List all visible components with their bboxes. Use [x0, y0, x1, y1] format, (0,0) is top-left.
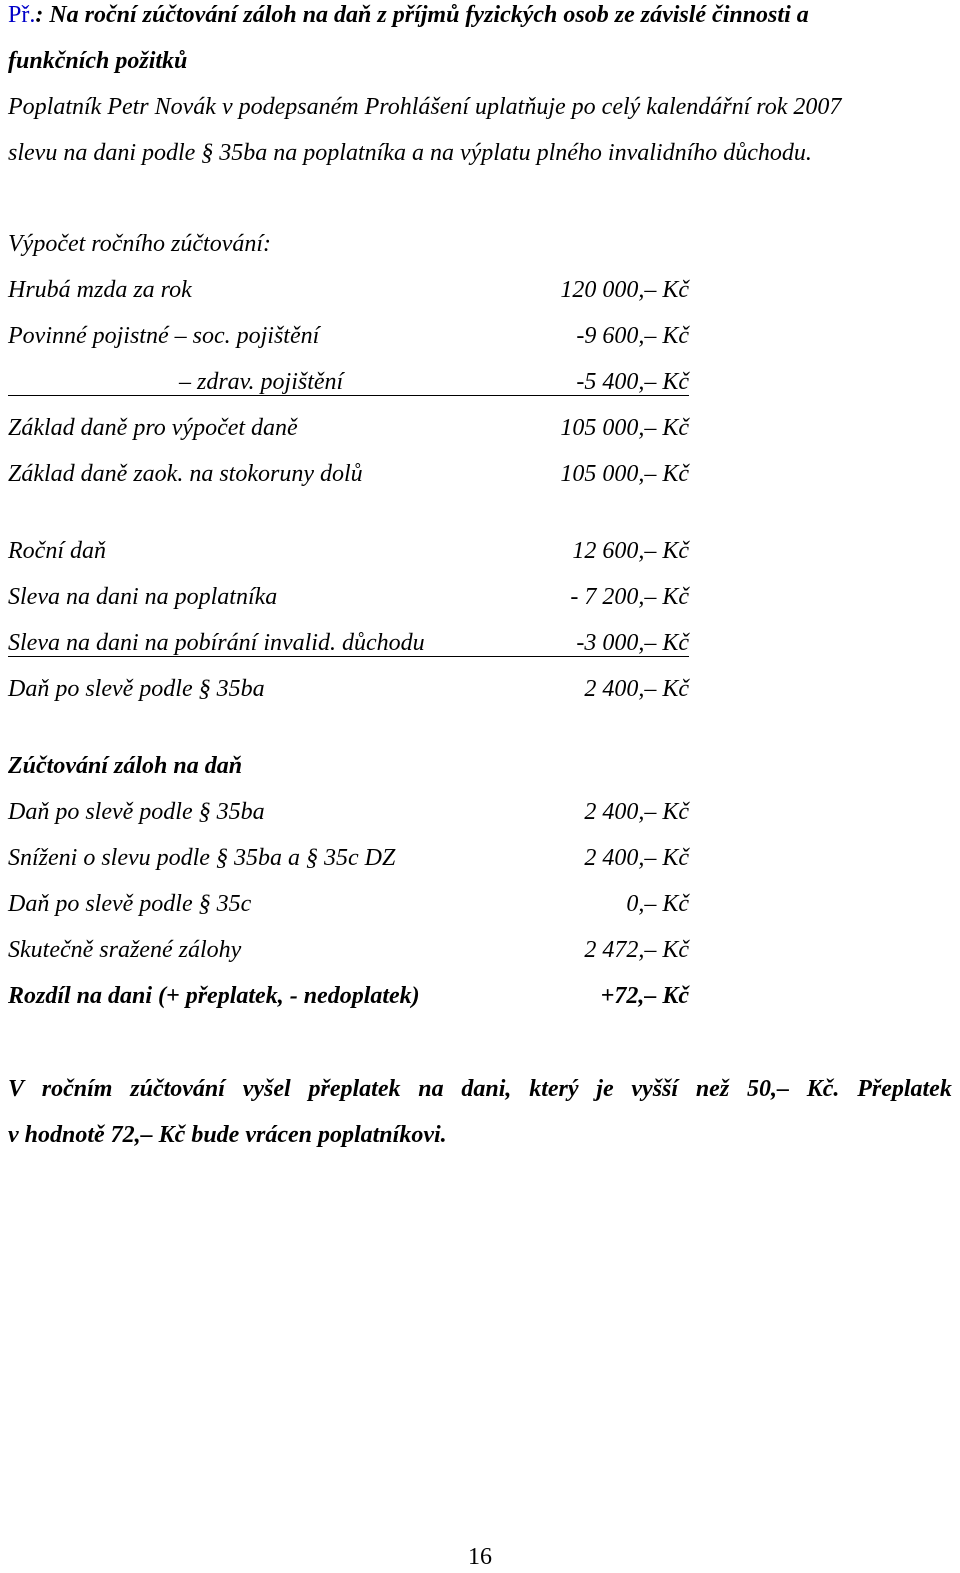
example-title-line-1	[8, 1, 809, 29]
calc-row-tax-base	[8, 414, 689, 444]
row-value: 105 000,– Kč	[560, 461, 689, 487]
settle-row-tax-difference	[8, 982, 689, 1012]
calc-row-gross-wage	[8, 276, 689, 306]
row-value: 105 000,– Kč	[560, 415, 689, 441]
conclusion-word: V	[8, 1076, 25, 1102]
calc-row-disability-credit	[8, 629, 689, 657]
row-value: 2 400,– Kč	[584, 799, 689, 825]
example-title-text: : Na roční zúčtování záloh na daň z příjmů fyzických osob ze závislé činnosti a	[35, 2, 809, 28]
calc-row-rounded-tax-base	[8, 460, 689, 490]
intro-line-2: slevu na dani podle § 35ba na poplatníka a na výplatu plného invalidního důchodu.	[8, 140, 812, 166]
calc-row-annual-tax	[8, 537, 689, 567]
calc-row-tax-after-credit	[8, 675, 689, 705]
row-value: - 7 200,– Kč	[570, 584, 689, 610]
row-label: Daň po slevě podle § 35c	[8, 891, 252, 917]
row-label: Sníženi o slevu podle § 35ba a § 35c DZ	[8, 845, 396, 871]
row-value: 2 472,– Kč	[584, 937, 689, 963]
calc-row-taxpayer-credit	[8, 583, 689, 613]
row-value: -3 000,– Kč	[576, 630, 689, 656]
conclusion-word: ročním	[41, 1076, 113, 1102]
example-title-line-2: funkčních požitků	[8, 48, 188, 74]
row-label: Sleva na dani na poplatníka	[8, 584, 278, 610]
conclusion-word: Přeplatek	[857, 1076, 952, 1102]
conclusion-word: přeplatek	[308, 1076, 401, 1102]
conclusion-word: na	[418, 1076, 444, 1102]
row-label: Rozdíl na dani (+ přeplatek, - nedoplatek)	[8, 983, 420, 1009]
row-label: Roční daň	[8, 538, 106, 564]
settle-row-tax-after-35c	[8, 890, 689, 920]
row-value: 12 600,– Kč	[572, 538, 689, 564]
conclusion-word: 50,–	[746, 1076, 789, 1102]
row-value: -9 600,– Kč	[576, 323, 689, 349]
row-label: Povinné pojistné – soc. pojištění	[8, 323, 320, 349]
row-value: +72,– Kč	[600, 983, 689, 1009]
row-value: -5 400,– Kč	[576, 369, 689, 395]
row-label: Daň po slevě podle § 35ba	[8, 676, 265, 702]
row-label: – zdrav. pojištění	[179, 369, 344, 395]
conclusion-line-1	[8, 1075, 952, 1103]
intro-line-1: Poplatník Petr Novák v podepsaném Prohlášení uplatňuje po celý kalendářní rok 2007	[8, 94, 842, 120]
conclusion-line-1-words	[8, 1075, 952, 1103]
settle-row-tax-after-35ba	[8, 798, 689, 828]
settlement-heading: Zúčtování záloh na daň	[8, 753, 243, 779]
row-label: Sleva na dani na pobírání invalid. důchodu	[8, 630, 425, 656]
conclusion-word: než	[695, 1076, 730, 1102]
row-value: 2 400,– Kč	[584, 845, 689, 871]
settle-row-withheld-advances	[8, 936, 689, 966]
conclusion-word: je	[596, 1076, 614, 1102]
conclusion-word: který	[529, 1076, 579, 1102]
row-value: 0,– Kč	[626, 891, 689, 917]
conclusion-word: vyšší	[631, 1076, 679, 1102]
row-value: 120 000,– Kč	[560, 277, 689, 303]
row-value: 2 400,– Kč	[584, 676, 689, 702]
conclusion-line-2: v hodnotě 72,– Kč bude vrácen poplatníkovi.	[8, 1122, 447, 1148]
example-prefix: Př.	[8, 2, 36, 28]
conclusion-word: dani,	[461, 1076, 512, 1102]
calculation-heading: Výpočet ročního zúčtování:	[8, 231, 272, 257]
row-label: Základ daně pro výpočet daně	[8, 415, 298, 441]
calc-row-social-insurance	[8, 322, 689, 352]
page-number: 16	[468, 1544, 492, 1570]
conclusion-word: zúčtování	[130, 1076, 225, 1102]
row-label: Hrubá mzda za rok	[8, 277, 192, 303]
calc-row-health-insurance	[8, 368, 689, 396]
row-label: Daň po slevě podle § 35ba	[8, 799, 265, 825]
row-label: Základ daně zaok. na stokoruny dolů	[8, 461, 363, 487]
conclusion-word: Kč.	[806, 1076, 840, 1102]
conclusion-word: vyšel	[242, 1076, 291, 1102]
settle-row-reduction	[8, 844, 689, 874]
row-label: Skutečně sražené zálohy	[8, 937, 242, 963]
